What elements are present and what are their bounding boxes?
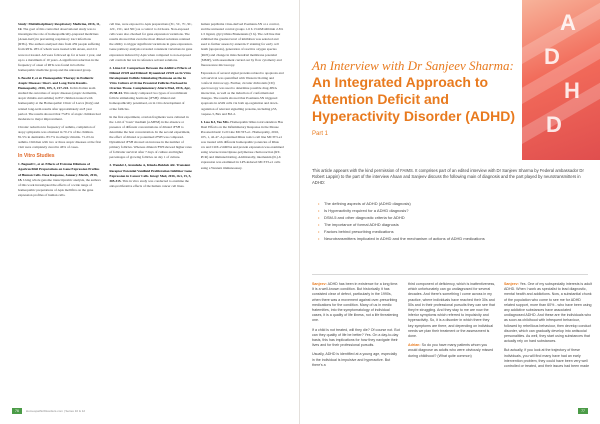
divider bbox=[312, 274, 588, 275]
paragraph bbox=[408, 282, 496, 339]
article-title: An Integrated Approach to Attention Deficit and Hyperactivity Disorder (ADHD) bbox=[312, 74, 516, 124]
paragraph bbox=[201, 71, 284, 117]
paragraph-text: If a child is not treated, will they die? Of course not. But can they quality of life be better? Yes. On a day-to-day basis, this has implications for how they navigate their lives and for their professional pursuits. bbox=[312, 327, 400, 348]
article-intro: This article appears with the kind permission of FAIMS. It comprises part of an edited interview with Dr Sanjeev Sharma by Federal ambassador Dr Robert Lappin) to the part of the interview Ahaan and Sanjeev discuss the following main of diagnosis and the part played by neurotransmitters in ADHD: bbox=[312, 168, 584, 185]
paragraph bbox=[504, 282, 592, 344]
interview-column-2 bbox=[408, 282, 496, 400]
paragraph-text: In this Italian team studied the outcomes of atopic diseases (atopic dermatitis, atopic rhinitis and asthma) in 857 children treated with homeopathy at the Homeopathic Clinic of Lucca (Italy) and related long-term results after approximately an 8 year period. The results showed that 75.8% of atopic children had moderate to major improvement. bbox=[18, 86, 101, 121]
paragraph-text: third component of deficiency, which is inattentiveness, which unfortunately can go undiagnosed for several decades. And there's something I come across in my practice, where individuals have reached their 30s and 50s and in their professional pursuits they can see that they're struggling. And they stay to me are now the inferior symptoms which referred to impulsivity and hyperactivity. So, it is a disorder in which there they key symptoms are there, and depending on individual needs we plan their treatment or the assessment is done. bbox=[408, 282, 496, 339]
artwork-letters bbox=[526, 8, 596, 148]
paragraph-text: ADHD has been in existence for a long time. It is a well-known condition. But historically it has consisted clear of defect, particularly in the 1990s, when there was a movement against over-prescribing medications for the condition. Many of us in medic fraternities, into the symptomatology of individual cases, it is a quality of life illness, not a life threatening one. bbox=[312, 282, 399, 323]
paragraph-lead: 2. Lima LF. Comparison Between the Additive Effects of Diluted rFSH and Diluted/ Dynamized rFSH on In Vitro Development Follicle Stimulating Hormone on the In Vitro Culture of Ovine Preantral Follicles Enclosed in Ovarian Tissue. Complementary Altern Med, 2016, Apr, 25:38-44. bbox=[109, 65, 191, 96]
artwork-letter: H bbox=[564, 78, 580, 103]
paragraph-lead: Adrian: bbox=[408, 343, 421, 348]
page-number-left: 76 bbox=[12, 408, 22, 414]
paragraph-text: But actually, if you look at the trajectory of these individuals, you will find many have had an early intervention problem, they could have been very well controlled or treated, and their issues had been made bbox=[504, 348, 590, 369]
paragraph-text: Yes. One of my subspecialty interests is adult ADHD. When I work as specialist to lead diagnostic, mental health and addictions. Now, a substantial chunk of the population who come to see me for ADHD related support, more than 60% - who have been using any addictive substances have associated undiagnosed ADHD. And these are the individuals who as soon as childhood with infrequent behaviour, followed by rebellious behaviour, then develop conduct disorder, which can gradually develop into antisocial personalities. As well, they start using substances that actually rely on hard substances. bbox=[504, 282, 592, 344]
paragraph-text: human papilloma virus-derived Poemann-SN or a control, and the untreated control groups 1-6 h 13 mM/silibinin 2-8 h 2-5 ligand, glycyrrhiza Bruneiensis (5 h). The cell line that exhibited the greatest level of inhibition was selected and used to further assess by annexin-V staining for early cell death (apoptosis), generation of reactive oxygen species (ROS) and change in mitochondrial membrane potential (MMP), with assessment carried out by flow cytometry and fluorescence microscopy. bbox=[200, 22, 284, 67]
interview-column-3 bbox=[504, 282, 592, 400]
right-page bbox=[300, 0, 600, 424]
paragraph bbox=[18, 125, 101, 150]
topic-list bbox=[318, 200, 588, 242]
paragraph-lead: 6. Boschi F, et al. Homeopathic Therapy in Pediatric Atopic Diseases: Short- and Long-Term Results. Homeopathy, 2016, 105, 3, 217-224. bbox=[18, 75, 94, 91]
interview-columns bbox=[312, 282, 592, 400]
paragraph bbox=[504, 348, 592, 369]
paragraph-lead: 1. Bagnall C, et al. Effects of Extreme Dilutions of Agaricus/Ithil Preparations on Gene Expression Profiles of Human Cells. Dose Response, January-March, 2016, 15. bbox=[18, 162, 100, 182]
artwork-letter: A bbox=[560, 10, 576, 35]
article-pretitle: An Interview with Dr Sanjeev Sharma: bbox=[312, 58, 514, 73]
paragraph-text: In the first experiment, ovarian fragments were cultured in the 1-ml of ‘basic’ medium (α-MEM) in the absence or presence of different concentrations of diluted rFSH to determine the best concentration. In the second experiment, the effect of diluted or potentised rFSH was compared. Dynamized rFSH showed an increase in the number of primary follicles. Whereas diluted rFSH showed higher rates of follicular survival after 7 days of culture and higher percentages of growing follicles on day 1 of culture. bbox=[109, 114, 192, 160]
paragraph bbox=[18, 22, 101, 73]
footer-text: HomeopathicDisorders.com | Series 10 & 12 bbox=[25, 409, 86, 413]
section-heading: In Vitro Studies bbox=[18, 153, 55, 160]
left-column-1 bbox=[18, 22, 101, 402]
topic-list-item: • Factors behind prescribing medications bbox=[318, 228, 588, 235]
paragraph-lead: 3. Wendel J, Avendaño A, Khuda-Bukhsh AR. Transient Receptor Potential Vanilloid Proliferation Inhibitor Gene Expression in Cancer Cells. Integr Med, 2016, Oct, 15, 5, 305-315. bbox=[109, 163, 192, 183]
article-title-block bbox=[312, 58, 522, 137]
paragraph bbox=[109, 115, 192, 161]
paragraph bbox=[18, 162, 101, 198]
paragraph bbox=[109, 66, 192, 112]
paragraph-text: cell line, were exposed to Apis preparations (3C, 5C, 7C, 9C, 12C, 15C, and 30C) as a control to 24 hours. Non-exposed cells were also checked for gene expression variations. The results showed that even the most diluted solutions retained the ability to trigger significant variations in gene expression. Gene pathway analysis revealed consistent variations in gene expression induced by Apis when compared to non-exposed cell controls but not in reference solvent solutions. bbox=[109, 22, 193, 62]
paragraph bbox=[109, 22, 192, 63]
topic-list-item: • Is Hyperactivity required for a ADHD diagnosis? bbox=[318, 207, 588, 214]
paragraph bbox=[109, 163, 192, 188]
paragraph-text: Expression of several signal proteins related to apoptosis and cell survival was quantified with Western blotting and confocal microscopy. Further, circular dichroism (CD) spectroscopy was used to determine possible drug-DNA interaction, as well as the induction of conformational changes. The results showed that Poemann-SN triggered apoptosis in A549 cells via both up-regulation and down-regulation of relevant signalling proteins, including p53, caspase-3, Bax and Bcl-2. bbox=[200, 70, 284, 116]
right-page-footer bbox=[578, 408, 588, 414]
page-number-right: 77 bbox=[578, 408, 588, 414]
paragraph bbox=[312, 328, 400, 349]
paragraph bbox=[201, 22, 284, 68]
paragraph-lead: Study: Multidisciplinary Respiratory Medicine, 2016, 11, 12. bbox=[18, 22, 101, 32]
paragraph-lead: Sanjeev: bbox=[312, 282, 327, 286]
left-page-columns bbox=[18, 22, 284, 402]
left-column-3 bbox=[201, 22, 284, 402]
paragraph-lead: 4. Luo KJ, Yeo MG. bbox=[200, 119, 230, 124]
paragraph-text: This in vitro study was conducted to examine the anti-proliferative effects of the human cancer cell lines. bbox=[109, 178, 189, 188]
artwork-letter: D bbox=[544, 44, 560, 69]
topic-list-item: • The importance of formal ADHD diagnosis bbox=[318, 221, 588, 228]
paragraph bbox=[18, 76, 101, 122]
topic-list-item: • DSM-5 and other diagnostic criteria for ADHD bbox=[318, 214, 588, 221]
paragraph-text: Chronic reduction in frequency of asthma, completion of atopy symptoms was obtained in 70.1% of the children. 81.5% in dermatitis. 83.7% in allergic rhinitis. 71.4% in asthma. Children with two or three atopic diseases at the first visit were completely cured in 46% of cases. bbox=[18, 124, 101, 150]
interview-column-1 bbox=[312, 282, 400, 400]
topic-list-item: • Neurotransmitters implicated in ADHD and the mechanism of actions of ADHD medications bbox=[318, 235, 588, 242]
topic-list-item: • The defining aspects of ADHD (ADHD diagnosis) bbox=[318, 200, 588, 207]
left-page-footer bbox=[12, 408, 85, 414]
paragraph bbox=[408, 343, 496, 359]
left-column-2 bbox=[109, 22, 192, 402]
paragraph-text: Usually, ADHD is identified at a young age, especially in the individual is impulsive and hyperactive. But there's a bbox=[312, 352, 398, 367]
paragraph-text: This study compared two types of recombinant follicle stimulating hormone (rFSH): diluted and homeopathically potentised, on in vitro development of ovine follicles. bbox=[109, 91, 188, 111]
adhd-artwork bbox=[522, 0, 600, 160]
paragraph-lead: Sanjeev: bbox=[504, 282, 519, 286]
paragraph bbox=[312, 282, 400, 324]
paragraph bbox=[312, 352, 400, 368]
paragraph-text: So do you have many patients whom you would diagnose as adults who were obviously missed during childhood? (What quite common) bbox=[408, 343, 494, 358]
paragraph-text: Homeopathic Rhus toxicodendron Has Dual Effects on the Inflammatory Response in the Mouse Preosteoblastic Cell Line MC3T3-e1. Homeopathy, 2016, 105, 1, 42-47. A potentised Rhus toxico cell line MC3T3-e1 was treated with different homeopathic potencies of Rhus tox and COX-2 mRNA and protein expression was examined using reverse transcriptase-polymerase chain reaction (RT-PCR) and immunoblotting. Additionally, interleukin (IL)-6 expression was examined in LPS-induced MC3T3-e1 cells using a Western immunoassay. bbox=[200, 119, 284, 170]
paragraph bbox=[201, 120, 284, 171]
paragraph-text: Using whole genome transcriptomic analysis, the authors of this work investigated the effects of a wide range of homeopathic preparations of Apis mellifica on the gene expression profiles of human cells. bbox=[18, 177, 101, 197]
paragraph-text: The goal of this controlled observational study was to investigate the role of homeopathically-prepared medicines (Arsen-herb) in preventing respiratory tract infections (RTIs). The authors analysed data from 459 people suffering from RTIs. 283 of whom were treated with Arsen, and 211 were not treated. All were followed up for at least 1 year, and up to a maximum of 10 years. A significant reduction in the frequency of onset of RTIs was found in both the homeopathic medicine group and the untreated group. bbox=[18, 27, 102, 72]
article-part: Part 1 bbox=[312, 131, 329, 137]
artwork-letter: D bbox=[546, 112, 562, 137]
